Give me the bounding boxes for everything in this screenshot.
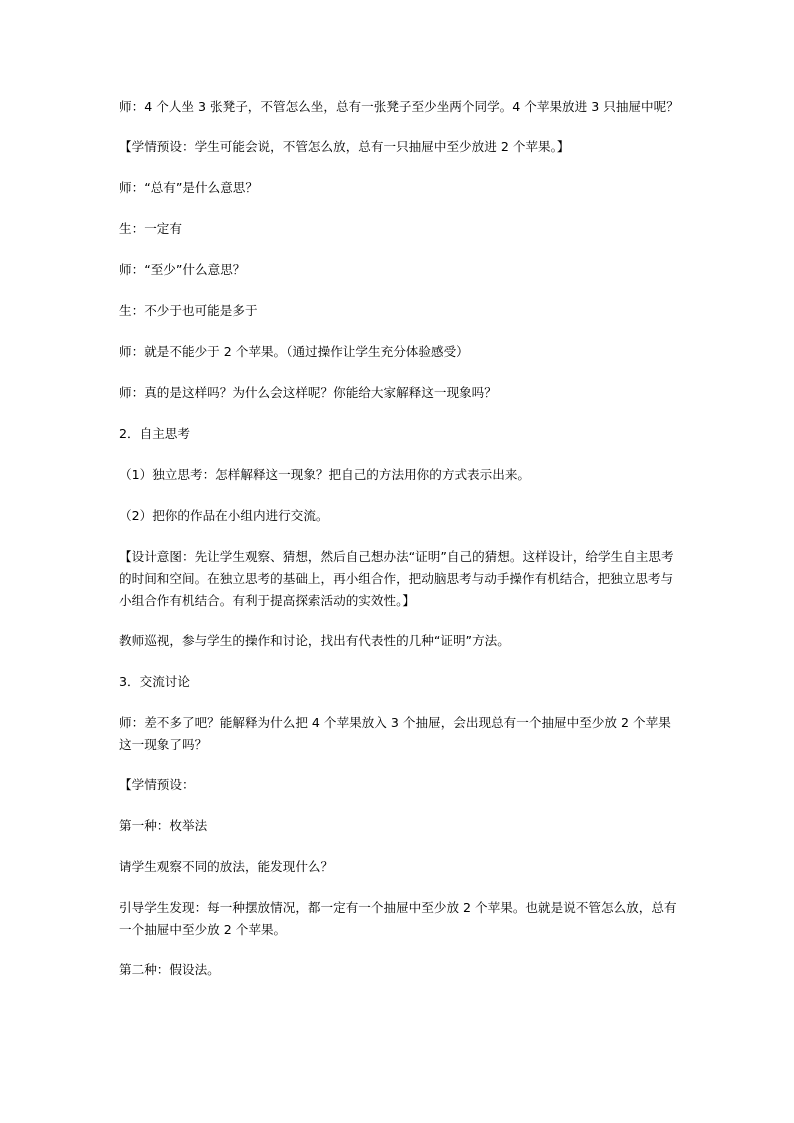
paragraph: 第一种：枚举法 [119, 818, 208, 833]
paragraph: 生：一定有 [119, 221, 182, 236]
paragraph: 引导学生发现：每一种摆放情况，都一定有一个抽屉中至少放 2 个苹果。也就是说不管怎么放，总有一个抽屉中至少放 2 个苹果。 [119, 900, 677, 937]
paragraph: 生：不少于也可能是多于 [119, 303, 258, 318]
paragraph: 教师巡视，参与学生的操作和讨论，找出有代表性的几种“证明”方法。 [119, 633, 510, 648]
section-heading: 2．自主思考 [119, 426, 190, 441]
paragraph: 师：差不多了吧？能解释为什么把 4 个苹果放入 3 个抽屉，会出现总有一个抽屉中至少放 2 个苹果这一现象了吗？ [119, 715, 671, 752]
paragraph: 师：“总有”是什么意思？ [119, 180, 258, 195]
paragraph: （1）独立思考：怎样解释这一现象？把自己的方法用你的方式表示出来。 [119, 467, 531, 482]
paragraph: 师：真的是这样吗？为什么会这样呢？你能给大家解释这一现象吗？ [119, 385, 497, 400]
paragraph: 请学生观察不同的放法，能发现什么？ [119, 859, 334, 874]
paragraph: 师：“至少”什么意思？ [119, 262, 246, 277]
paragraph: 【设计意图：先让学生观察、猜想，然后自己想办法“证明”自己的猜想。这样设计，给学生自主思考的时间和空间。在独立思考的基础上，再小组合作，把动脑思考与动手操作有机结合，把独立思考与小组合作有机结合。有利于提高探索活动的实效性。】 [119, 549, 674, 608]
document-body [119, 96, 679, 1000]
paragraph: 【学情预设：学生可能会说，不管怎么放，总有一只抽屉中至少放进 2 个苹果。】 [119, 139, 570, 154]
paragraph: 师：4 个人坐 3 张凳子，不管怎么坐，总有一张凳子至少坐两个同学。4 个苹果放进 3 只抽屉中呢？ [119, 99, 679, 114]
paragraph: （2）把你的作品在小组内进行交流。 [119, 508, 329, 523]
paragraph: 第二种：假设法。 [119, 962, 220, 977]
section-heading: 3．交流讨论 [119, 674, 190, 689]
paragraph: 【学情预设： [119, 777, 195, 792]
paragraph: 师：就是不能少于 2 个苹果。（通过操作让学生充分体验感受） [119, 344, 469, 359]
